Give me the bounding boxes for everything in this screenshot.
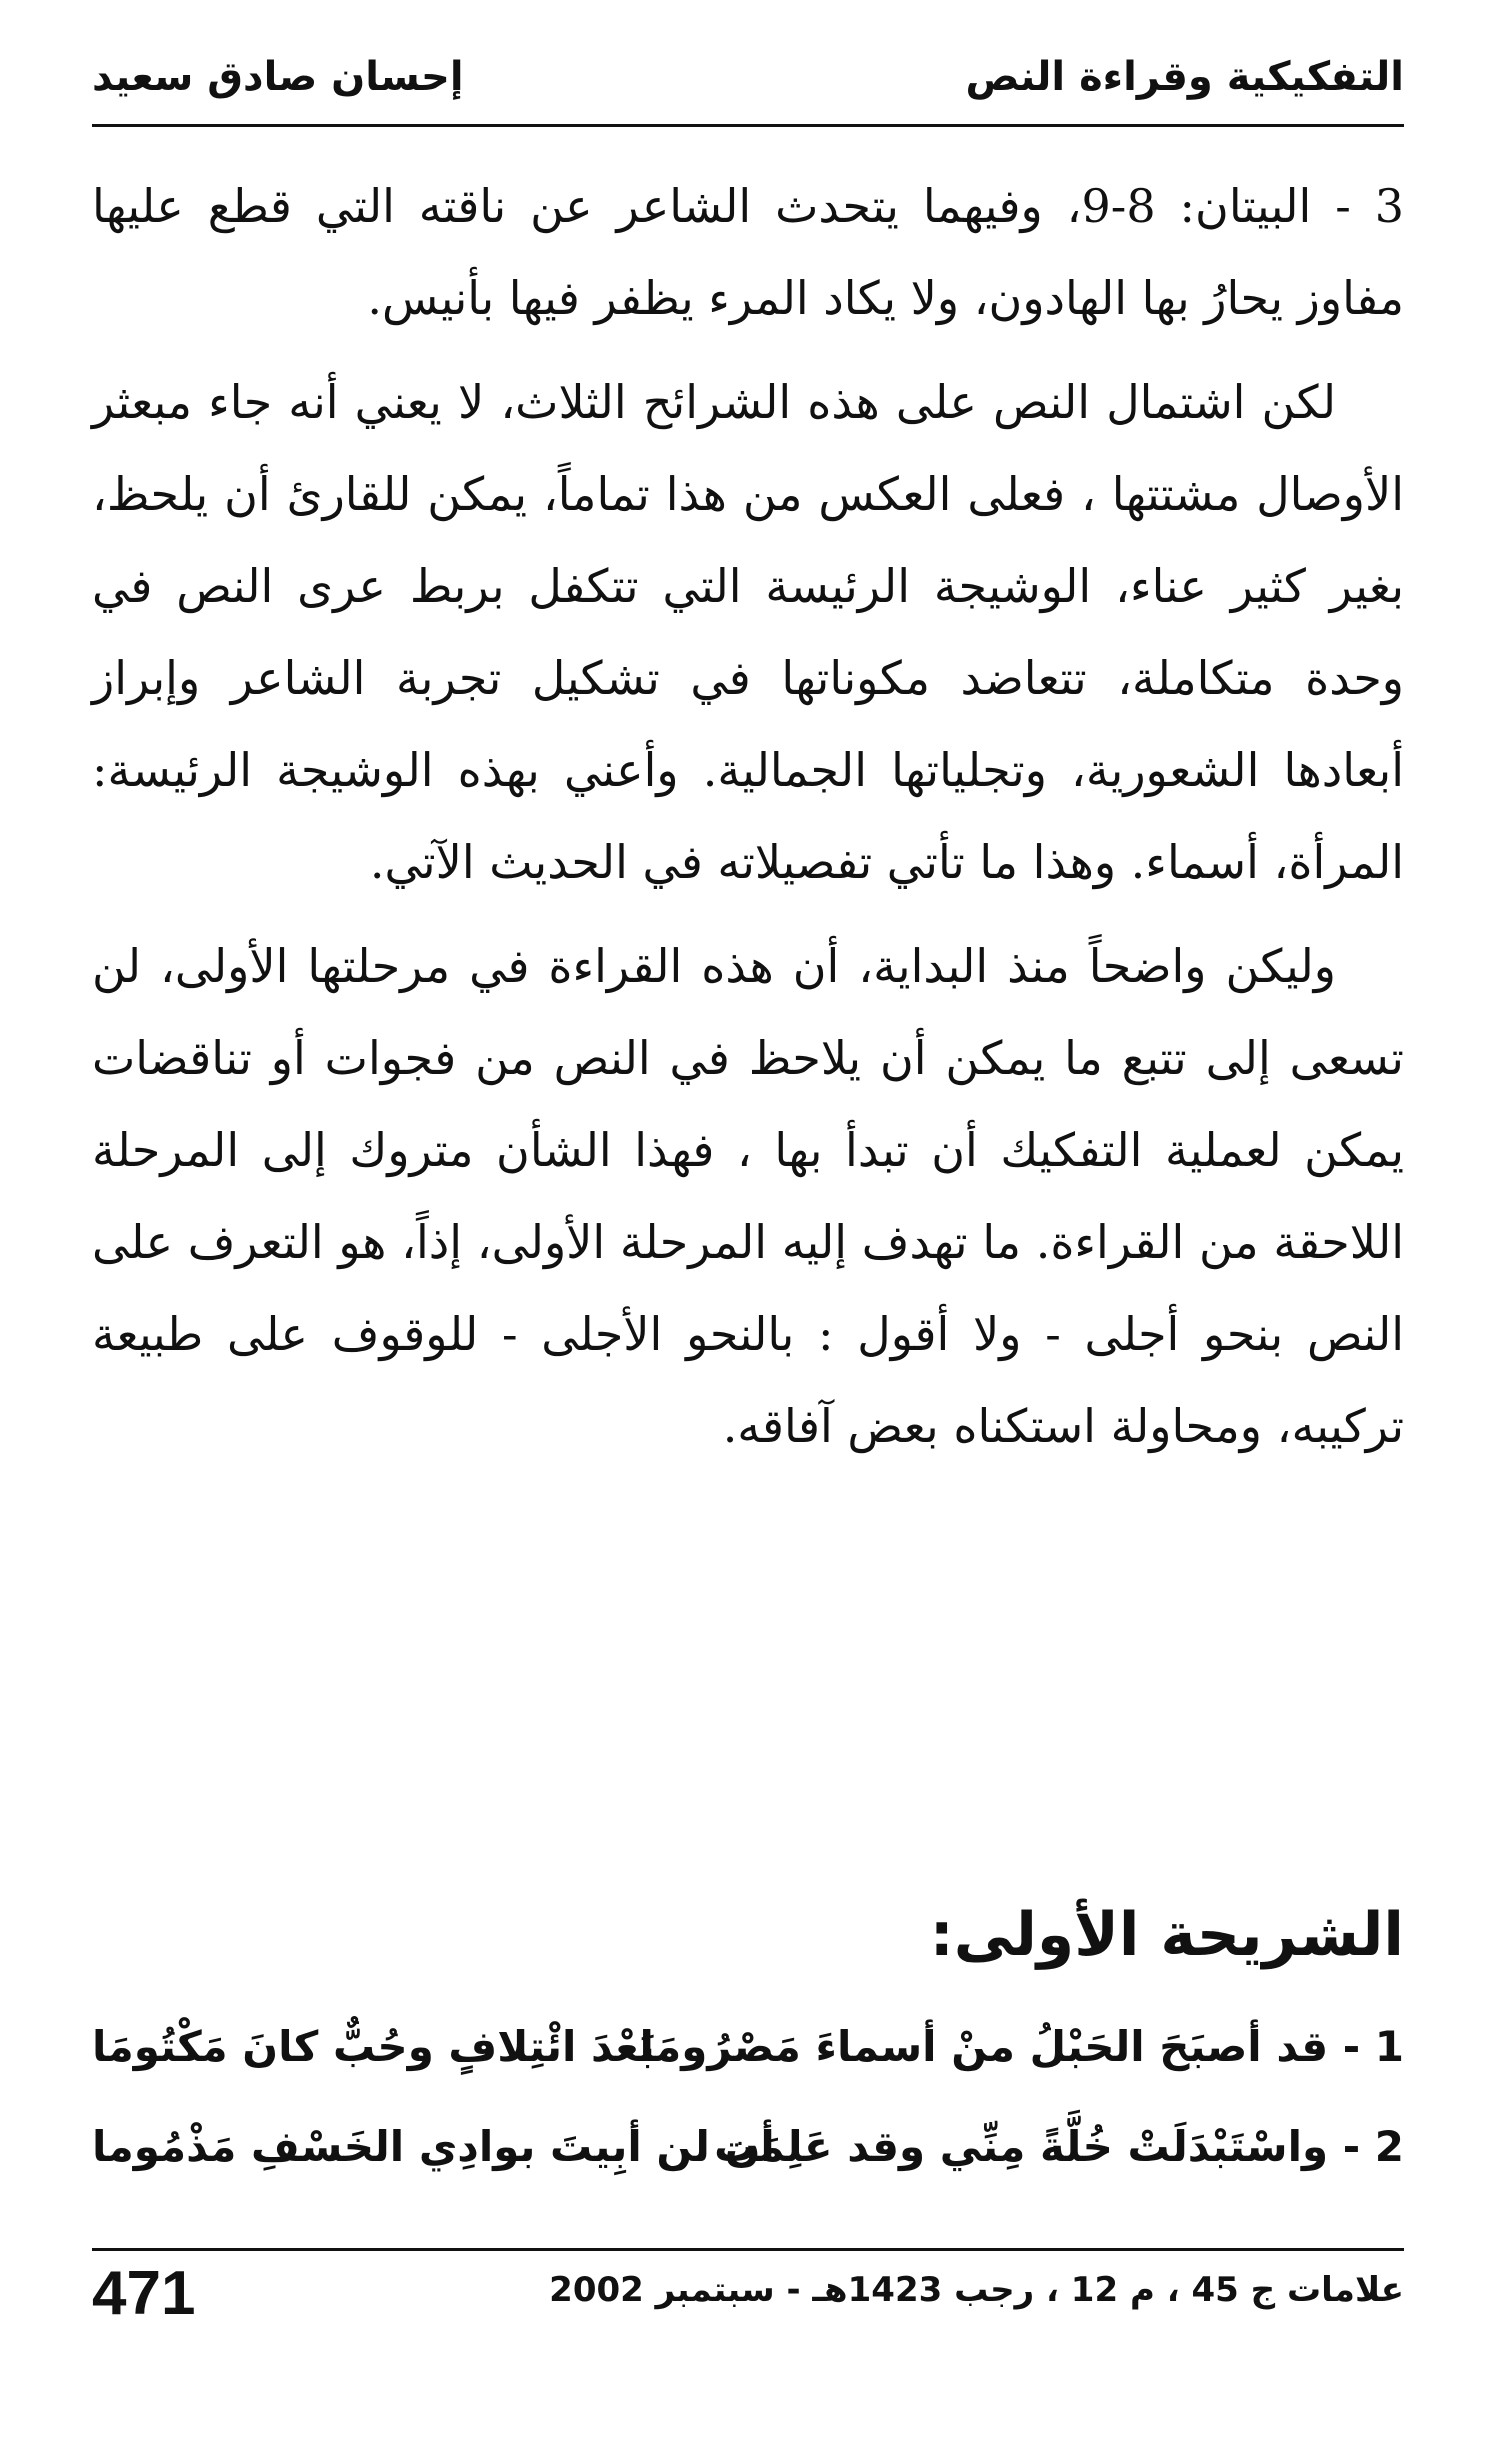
paragraph-reading-stage: وليكن واضحاً منذ البداية، أن هذه القراءة في مرحلتها الأولى، لن تسعى إلى تتبع ما يمكن أن يلاحظ في النص من فجوات أو تناقضات يمكن لعملية التفكيك أن تبدأ بها ، فهذا الشأن متروك إلى المرحلة اللاحقة من القراءة. ما تهدف إليه المرحلة الأولى، إذاً، هو التعرف على النص بنحو أجلى - ولا أقول : بالنحو الأجلى - للوقوف على طبيعة تركيبه، ومحاولة استكناه بعض آفاقه. xyxy=(92,939,1404,1453)
paragraph-verses-note: 3 - البيتان: 8-9، وفيهما يتحدث الشاعر عن ناقته التي قطع عليها مفاوز يحارُ بها الهادون، ولا يكاد المرء يظفر فيها بأنيس. xyxy=(92,179,1404,325)
paragraph-structure: لكن اشتمال النص على هذه الشرائح الثلاث، لا يعني أنه جاء مبعثر الأوصال مشتتها ، فعلى العكس من هذا تماماً، يمكن للقارئ أن يلحظ، بغير كثير عناء، الوشيجة الرئيسة التي تتكفل بربط عرى النص في وحدة متكاملة، تتعاضد مكوناتها في تشكيل تجربة الشاعر وإبراز أبعادها الشعورية، وتجلياتها الجمالية. وأعني بهذه الوشيجة الرئيسة: المرأة، أسماء. وهذا ما تأتي تفصيلاته في الحديث الآتي. xyxy=(92,375,1404,889)
verse-first-hemistich: 2 - واسْتَبْدَلَتْ خُلَّةً مِنِّي وقد عَلِمَت xyxy=(714,2122,1404,2171)
author-name: إحسان صادق سعيد xyxy=(92,54,464,100)
page-header xyxy=(92,40,1404,120)
body-text xyxy=(92,160,1404,1484)
verse-second-hemistich: أن لن أبِيتَ بوادِي الخَسْفِ مَذْمُوما xyxy=(92,2122,775,2171)
verse-second-hemistich: بَعْدَ ائْتِلافٍ وحُبٌّ كانَ مَكْتُومَا xyxy=(92,2022,655,2071)
verse-line xyxy=(92,2112,1404,2202)
running-title: التفكيكية وقراءة النص xyxy=(965,54,1404,100)
journal-citation: علامات ج 45 ، م 12 ، رجب 1423هـ - سبتمبر 2002 xyxy=(549,2270,1404,2310)
verse-first-hemistich: 1 - قد أصبَحَ الحَبْلُ منْ أسماءَ مَصْرُومَا xyxy=(639,2022,1404,2071)
section-heading: الشريحة الأولى: xyxy=(929,1900,1404,1970)
verse-line xyxy=(92,2012,1404,2102)
header-divider xyxy=(92,124,1404,127)
footer-divider xyxy=(92,2248,1404,2251)
page-number: 471 xyxy=(92,2259,196,2328)
